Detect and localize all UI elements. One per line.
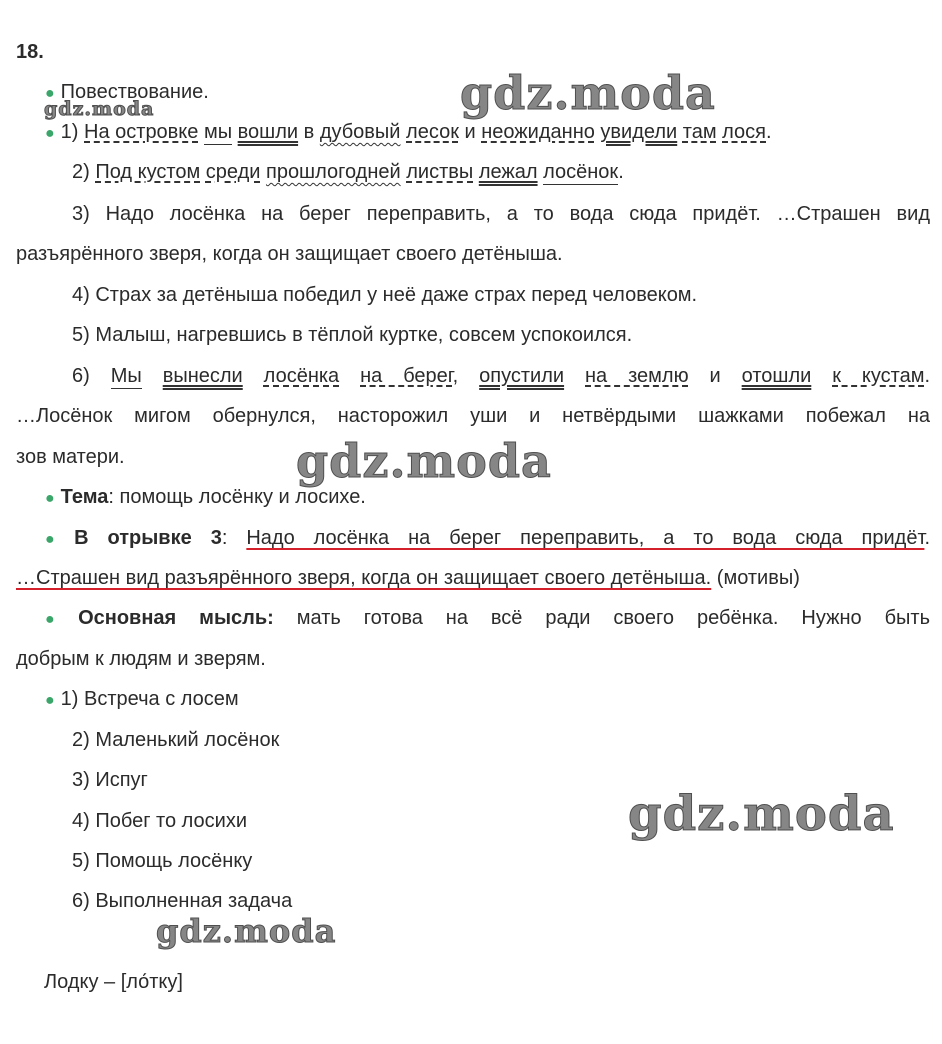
- task-number: 18.: [16, 41, 44, 63]
- sentence-6-line-3: зов матери.: [16, 446, 125, 468]
- punctuation: ,: [452, 365, 459, 387]
- sentence-1: [45, 120, 772, 146]
- bullet-icon: ●: [45, 692, 55, 709]
- plan-item: 4) Побег то лосихи: [72, 810, 248, 832]
- predicate: увидели: [600, 121, 678, 143]
- watermark-logo: gdz.moda: [296, 434, 552, 488]
- subject: мы: [203, 121, 233, 143]
- adverbial: там: [682, 121, 717, 143]
- plan-item: 6) Выполненная задача: [72, 890, 293, 912]
- punctuation: .: [924, 365, 931, 387]
- punctuation: .: [924, 527, 930, 549]
- excerpt-line-1: [16, 526, 930, 552]
- word: в: [303, 121, 315, 143]
- theme-text: : помощь лосёнку и лосихе.: [108, 486, 366, 508]
- predicate: лежал: [478, 161, 538, 183]
- watermark-logo: gdz.moda: [156, 912, 337, 950]
- object: лесок: [406, 121, 459, 143]
- subject: Мы: [110, 365, 142, 387]
- word: и: [464, 121, 476, 143]
- main-idea-line-2: добрым к людям и зверям.: [16, 648, 266, 670]
- watermark-logo: gdz.moda: [460, 66, 716, 120]
- theme-label: Тема: [60, 486, 109, 508]
- bullet-icon: ●: [45, 125, 55, 142]
- plan-item-text: 1) Встреча с лосем: [60, 688, 239, 710]
- adverbial: на землю: [585, 365, 689, 387]
- sentence-6-line-2: …Лосёнок мигом обернулся, насторожил уши и нетвёрдыми шажками побежал на: [16, 405, 930, 427]
- excerpt-line-2: [16, 566, 800, 590]
- predicate: опустили: [479, 365, 565, 387]
- excerpt-quote-1: Надо лосёнка на берег переправить, а то вода сюда придёт: [246, 527, 925, 549]
- predicate: отошли: [741, 365, 812, 387]
- punctuation: .: [766, 121, 772, 143]
- predicate: вошли: [237, 121, 299, 143]
- sentence-number: 6): [72, 365, 90, 387]
- theme: [45, 485, 366, 511]
- bullet-icon: ●: [45, 490, 55, 507]
- watermark-logo: gdz.moda: [44, 98, 155, 120]
- adverbial: к кустам: [832, 365, 925, 387]
- main-idea-text: мать готова на всё ради своего ребёнка. Нужно быть: [273, 607, 931, 629]
- adverbial-place: На островке: [84, 121, 199, 143]
- excerpt-quote-2: …Страшен вид разъярённого зверя, когда он защищает своего детёныша.: [16, 567, 712, 589]
- bullet-icon: ●: [45, 531, 69, 548]
- sentence-2: [72, 160, 624, 184]
- adverbial: среди: [205, 161, 261, 183]
- excerpt-note: (мотивы): [711, 567, 800, 589]
- plan-item: 5) Помощь лосёнку: [72, 850, 253, 872]
- plan-item: [45, 687, 239, 713]
- attribute: прошлогодней: [265, 161, 401, 183]
- sentence-5: 5) Малыш, нагревшись в тёплой куртке, совсем успокоился.: [72, 324, 633, 346]
- main-idea-label: Основная мысль:: [78, 607, 274, 629]
- main-idea-line-1: [16, 606, 930, 632]
- adverbial: на берег: [360, 365, 453, 387]
- sentence-3-line-1: 3) Надо лосёнка на берег переправить, а то вода сюда придёт. …Страшен вид: [72, 203, 930, 225]
- punctuation: .: [618, 161, 624, 183]
- text-type: Повествование.: [60, 81, 209, 103]
- excerpt-label: В отрывке 3: [74, 527, 222, 549]
- adverbial: неожиданно: [481, 121, 595, 143]
- word: и: [709, 365, 721, 387]
- subject: лосёнок: [543, 161, 619, 183]
- bullet-icon: ●: [45, 611, 73, 628]
- phonetic-transcription: Лодку – [ло́тку]: [44, 971, 183, 993]
- sentence-number: 1): [60, 121, 79, 143]
- sentence-6-line-1: [16, 364, 930, 388]
- plan-item: 2) Маленький лосёнок: [72, 729, 280, 751]
- sentence-3-line-2: разъярённого зверя, когда он защищает своего детёныша.: [16, 243, 563, 265]
- watermark-logo: gdz.moda: [628, 786, 895, 842]
- plan-item: 3) Испуг: [72, 769, 148, 791]
- object: лося: [722, 121, 766, 143]
- sentence-4: 4) Страх за детёныша победил у неё даже страх перед человеком.: [72, 284, 698, 306]
- predicate: вынесли: [162, 365, 243, 387]
- attribute: дубовый: [319, 121, 401, 143]
- adverbial-place: Под кустом: [95, 161, 201, 183]
- object: лосёнка: [263, 365, 340, 387]
- sentence-number: 2): [72, 161, 90, 183]
- bullet-icon: ●: [45, 85, 55, 102]
- punctuation: :: [221, 527, 228, 549]
- adverbial: листвы: [406, 161, 474, 183]
